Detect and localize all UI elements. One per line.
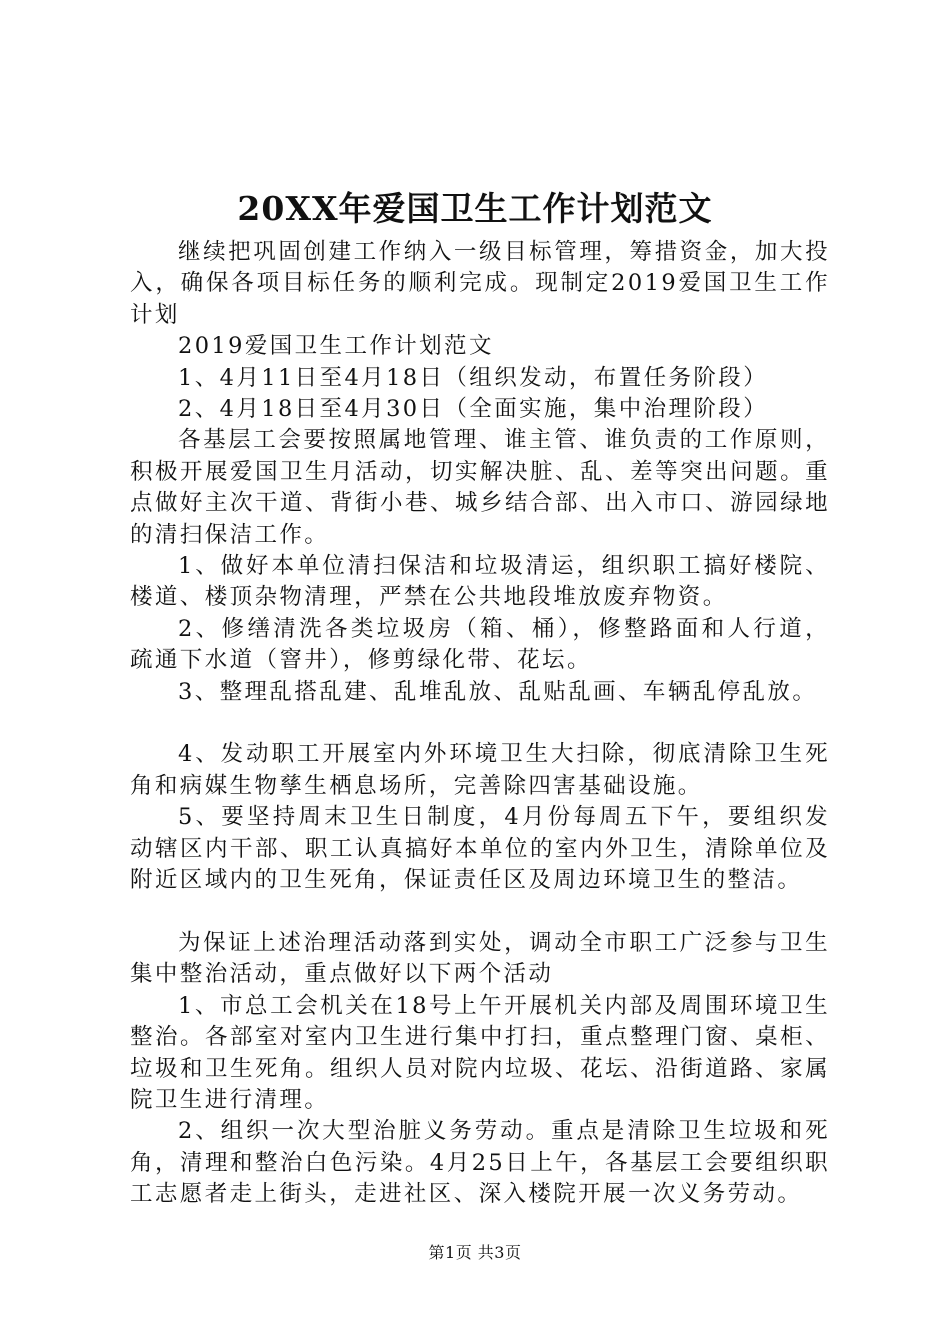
paragraph-phase-1: 1、4月11日至4月18日（组织发动，布置任务阶段） <box>178 364 769 391</box>
paragraph-subtitle: 2019爱国卫生工作计划范文 <box>178 333 494 360</box>
paragraph-item-2: 2、修缮清洗各类垃圾房（箱、桶），修整路面和人行道，疏通下水道（窨井），修剪绿化带、花坛。 <box>130 615 830 674</box>
document-body <box>130 237 830 1211</box>
paragraph-item-5: 5、要坚持周末卫生日制度，4月份每周五下午，要组织发动辖区内干部、职工认真搞好本单位的室内外卫生，清除单位及附近区域内的卫生死角，保证责任区及周边环境卫生的整洁。 <box>130 804 830 894</box>
page-footer: 第1页 共3页 <box>428 1243 522 1262</box>
paragraph-item-1: 1、做好本单位清扫保洁和垃圾清运，组织职工搞好楼院、楼道、楼顶杂物清理，严禁在公共地段堆放废弃物资。 <box>130 553 830 611</box>
paragraph-item-3: 3、整理乱搭乱建、乱堆乱放、乱贴乱画、车辆乱停乱放。 <box>178 678 818 705</box>
blank-line <box>130 897 830 928</box>
paragraph-phase-2: 2、4月18日至4月30日（全面实施，集中治理阶段） <box>178 396 769 423</box>
paragraph-item-4: 4、发动职工开展室内外环境卫生大扫除，彻底清除卫生死角和病媒生物孳生栖息场所，完善除四害基础设施。 <box>130 741 830 799</box>
paragraph-principle: 各基层工会要按照属地管理、谁主管、谁负责的工作原则，积极开展爱国卫生月活动，切实解决脏、乱、差等突出问题。重点做好主次干道、背街小巷、城乡结合部、出入市口、游园绿地的清扫保洁工作。 <box>130 427 830 548</box>
paragraph-activity-2: 2、组织一次大型治脏义务劳动。重点是清除卫生垃圾和死角，清理和整治白色污染。4月25日上午，各基层工会要组织职工志愿者走上街头，走进社区、深入楼院开展一次义务劳动。 <box>130 1118 830 1208</box>
paragraph-intro: 继续把巩固创建工作纳入一级目标管理，筹措资金，加大投入，确保各项目标任务的顺利完成。现制定2019爱国卫生工作计划 <box>130 239 830 328</box>
paragraph-activities-intro: 为保证上述治理活动落到实处，调动全市职工广泛参与卫生集中整治活动，重点做好以下两个活动 <box>130 929 830 988</box>
blank-line <box>130 708 830 739</box>
paragraph-activity-1: 1、市总工会机关在18号上午开展机关内部及周围环境卫生整治。各部室对室内卫生进行集中打扫，重点整理门窗、桌柜、垃圾和卫生死角。组织人员对院内垃圾、花坛、沿街道路、家属院卫生进行清理。 <box>130 992 830 1113</box>
document-title: 20XX年爱国卫生工作计划范文 <box>237 189 713 228</box>
